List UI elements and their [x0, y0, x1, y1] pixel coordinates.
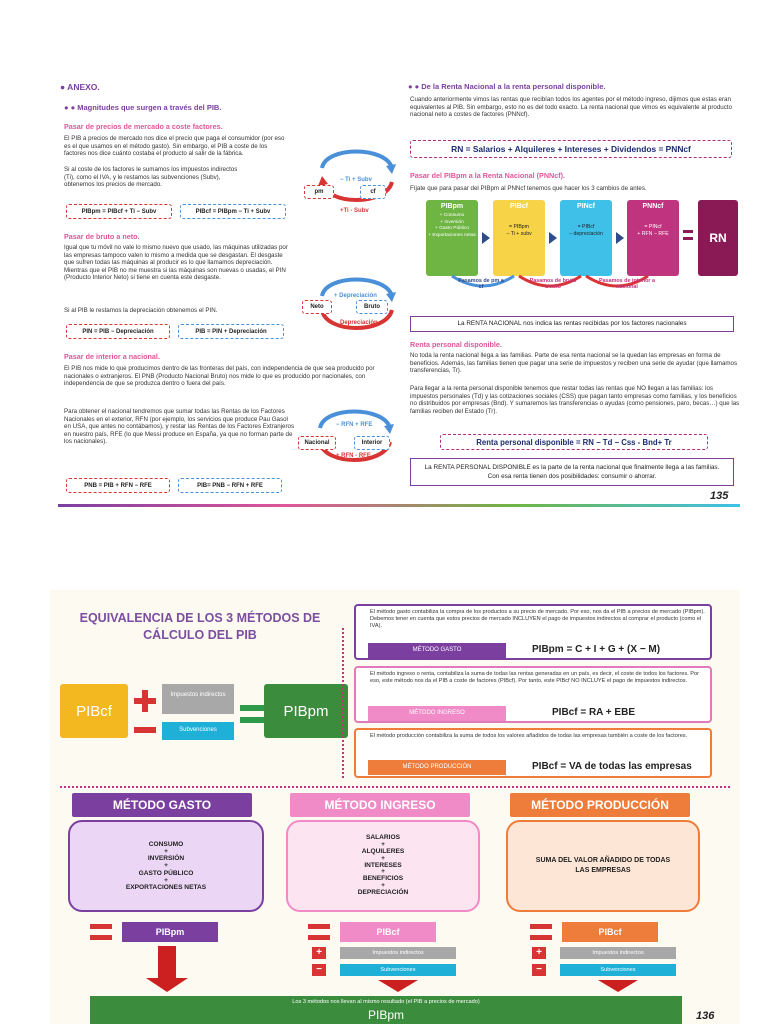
- method-ingreso-text: El método ingreso o renta, contabiliza la suma de todas las rentas generadas en un país, es decir, el coste de todos los factores. Por eso, este método nos da el PIB a coste de factores (PIBcf). Por tanto, este PIBcf NO INCLUYE el pago de impuestos indirectos.: [370, 671, 699, 684]
- page-number: 135: [710, 490, 729, 502]
- minus-icon: −: [532, 964, 546, 976]
- minus-icon: −: [312, 964, 326, 976]
- col-prod-body: [506, 820, 700, 912]
- equals-icon: [308, 924, 330, 940]
- flow-title: PIBpm: [440, 203, 464, 210]
- col-ingreso-text: SALARIOS + ALQUILERES + INTERESES + BENEFICIOS + DEPRECIACIÓN: [357, 834, 409, 896]
- rpd-p1: No toda la renta nacional llega a las familias. Parte de esa renta nacional se la quedan las empresas en forma de beneficios. Además, las familias tienen que pagar una serie de impuestos y reciben una serie de ayudar (que llamamos transferencias, Tr).: [410, 352, 738, 375]
- s1-formula-1: PIBpm = PIBcf + Ti − Subv: [66, 204, 172, 219]
- rpd-formula: Renta personal disponible = RN − Td − Css - Bnd+ Tr: [440, 434, 708, 450]
- flow-title: PIBcf: [510, 203, 528, 210]
- flow-box-rn: [698, 200, 738, 276]
- flow-box-pnncf: [627, 200, 679, 276]
- plus-icon: +: [532, 947, 546, 959]
- flow-box-pibpm: [426, 200, 478, 276]
- s1-arc-bot: +Ti - Subv: [340, 208, 369, 214]
- s3-right-box: Interior: [354, 436, 390, 450]
- s2-left-box: Neto: [302, 300, 332, 314]
- pibpm-label: PIBpm: [283, 702, 329, 720]
- ingreso-subvenciones: Subvenciones: [340, 964, 456, 976]
- page-136: [50, 590, 740, 1024]
- equals-icon: [90, 924, 112, 940]
- arrow-right-icon: [482, 232, 490, 244]
- col-ingreso-body: [286, 820, 480, 912]
- subvenciones-box: Subvenciones: [162, 722, 234, 740]
- method-prod-tag: MÉTODO PRODUCCIÓN: [368, 760, 506, 775]
- col-gasto-body: [68, 820, 264, 912]
- ingreso-impuestos: Impuestos indirectos: [340, 947, 456, 959]
- s1-left-box: pm: [304, 185, 334, 199]
- renta-sub1: Pasar del PIBpm a la Renta Nacional (PNNcf).: [410, 171, 565, 180]
- s3-formula-2: PIB= PNB − RFN + RFE: [178, 478, 282, 493]
- arrow-down-icon: [598, 980, 638, 992]
- s3-left-box: Nacional: [298, 436, 336, 450]
- s3-arc-bot: + RFN - RFE: [336, 453, 371, 459]
- method-gasto-formula: PIBpm = C + I + G + (X − M): [532, 644, 661, 655]
- renta-heading: ● ● De la Renta Nacional a la renta personal disponible.: [408, 82, 606, 91]
- flow-title: PINcf: [577, 203, 595, 210]
- page-footer-line: [58, 504, 740, 507]
- method-prod-text: El método producción contabiliza la suma de todos los valores añadidos de todas las empresas también a coste de los factores.: [370, 733, 688, 739]
- s1-right-box: cf: [360, 185, 386, 199]
- col-prod-text: SUMA DEL VALOR AÑADIDO DE TODAS LAS EMPRESAS: [535, 857, 671, 874]
- arrow-right-icon: [549, 232, 557, 244]
- method-ingreso-tag: MÉTODO INGRESO: [368, 706, 506, 721]
- s1-p1: El PIB a precios de mercado nos dice el precio que paga el consumidor (por eso es el que usamos en el método gasto). Sin embargo, el PIB a coste de los factores nos dice cuánto costaba el producto al salir de la fábrica.: [64, 135, 285, 158]
- col-ingreso-result: PIBcf: [340, 922, 436, 942]
- method-prod-card: [354, 728, 712, 778]
- equals-icon: [530, 924, 552, 940]
- rpd-note: La RENTA PERSONAL DISPONIBLE es la parte de la renta nacional que finalmente llega a las familias. Con esa renta tienen dos posibilidades: consumir o ahorrar.: [410, 458, 734, 486]
- s1-arc-top: − Ti + Subv: [340, 177, 372, 183]
- flow-annot-3: Pasamos de interior a nacional: [598, 278, 656, 290]
- s2-formula-1: PIN = PIB − Depreciación: [66, 324, 170, 339]
- arrow-down-icon: [158, 946, 176, 980]
- arrow-down-icon: [146, 978, 188, 992]
- flow-box-pincf: [560, 200, 612, 276]
- anexo-heading: ● ANEXO.: [60, 82, 100, 92]
- page-number: 136: [696, 1010, 715, 1022]
- method-ingreso-formula: PIBcf = RA + EBE: [552, 707, 635, 718]
- plus-icon: [134, 690, 156, 712]
- magnitudes-heading: ● ● Magnitudes que surgen a través del PIB.: [64, 103, 222, 112]
- flow-annot-1: Pasamos de pm a cf: [458, 278, 504, 290]
- arrow-down-icon: [378, 980, 418, 992]
- s3-formula-1: PNB = PIB + RFN − RFE: [66, 478, 170, 493]
- col-ingreso-head: MÉTODO INGRESO: [290, 793, 470, 817]
- p136-title: EQUIVALENCIA DE LOS 3 MÉTODOS DE CÁLCULO DEL PIB: [79, 611, 321, 642]
- s3-arc-top: − RFN + RFE: [336, 422, 373, 428]
- rpd-title: Renta personal disponible.: [410, 340, 502, 349]
- dotted-connector: [342, 628, 354, 778]
- col-gasto-text: CONSUMO + INVERSIÓN + GASTO PÚBLICO + EXPORTACIONES NETAS: [125, 840, 207, 891]
- method-gasto-text: El método gasto contabiliza la compra de los productos a su precio de mercado. Por eso, nos da el PIB a precios de mercado (PIBpm). Debemos tener en cuenta que estos precios de mercado INCLUYEN el pago de impuestos indirectos al comprar el producto (como el IVA).: [370, 609, 705, 629]
- flow-body: + Consumo + Inversión + Gasto Público + Exportaciones netas: [428, 213, 476, 238]
- s1-formula-2: PIBcf = PIBpm − Ti + Subv: [180, 204, 286, 219]
- s2-arc-bot: Depreciación: [340, 320, 378, 326]
- s1-p2: Si al coste de los factores le sumamos los impuestos indirectos (Ti), como el IVA, y le restamos las subvenciones (Subv), obtenemos los precios de mercado.: [64, 166, 238, 189]
- s2-p1: Igual que tu móvil no vale lo mismo nuevo que usado, las máquinas utilizadas por las empresas tampoco valen lo mismo a medida que se desgastan. El desgaste que sufren todas las máquinas al producir es lo que llamamos depreciación. Mientras que el PIB no me muestra si las máquinas son nuevas o usadas, el PIN (Producto Interior Neto) si tiene en cuenta este desgaste.: [64, 244, 288, 282]
- bottom-note: Los 3 métodos nos llevan al mismo resultado (el PIB a precios de mercado): [292, 999, 480, 1005]
- rpd-p2: Para llegar a la renta personal disponible tenemos que restar todas las rentas que NO llegan a las familias: los impuestos personales (Td) y las cotizaciones sociales (CSS) que pagan tanto empresas como familias, y los beneficios no distribuidos por empresas (Bnd). Y sumaremos las transferencias o ayudas (como pensiones, paro, becas…) que las familias reciben del Estado (Tr).: [410, 385, 740, 415]
- bottom-result-bar: [90, 996, 682, 1024]
- impuestos-box: Impuestos indirectos: [162, 684, 234, 714]
- equals-icon: [240, 705, 264, 723]
- flow-body: = PIBcf − depreciación: [569, 224, 603, 237]
- s3-title: Pasar de interior a nacional.: [64, 352, 160, 361]
- s2-title: Pasar de bruto a neto.: [64, 232, 140, 241]
- flow-annot-2: Pasamos de bruto a neto: [529, 278, 577, 290]
- rn-note: La RENTA NACIONAL nos indica las rentas recibidas por los factores nacionales: [410, 316, 734, 332]
- s2-arc-top: + Depreciación: [334, 293, 377, 299]
- method-gasto-tag: MÉTODO GASTO: [368, 643, 506, 658]
- pibcf-label: PIBcf: [76, 702, 112, 720]
- col-gasto-result: PIBpm: [122, 922, 218, 942]
- rn-formula: RN = Salarios + Alquileres + Intereses + Dividendos = PNNcf: [410, 140, 732, 158]
- cycle-arrows-icon: [302, 398, 406, 470]
- s2-right-box: Bruto: [356, 300, 388, 314]
- col-gasto-head: MÉTODO GASTO: [72, 793, 252, 817]
- minus-icon: [134, 727, 156, 733]
- flow-body: = PIBpm − Ti + subv: [506, 224, 532, 237]
- col-prod-result: PIBcf: [562, 922, 658, 942]
- method-prod-formula: PIBcf = VA de todas las empresas: [532, 761, 692, 772]
- equals-icon: [683, 230, 693, 240]
- flow-title: RN: [709, 231, 727, 245]
- s2-formula-2: PIB = PIN + Depreciación: [178, 324, 284, 339]
- s3-p2: Para obtener el nacional tendremos que sumar todas las Rentas de los Factores Nacionales en el exterior, RFN (por ejemplo, los servicios que produce Pau Gasol en USA, que antes no contábamos), y restar las Rentas de los Factores Extranjeros en nuestro país, RFE (lo que Messi produce en España, ya que no forman parte de los nacionales).: [64, 408, 295, 446]
- s3-p1: El PIB nos mide lo que producimos dentro de las fronteras del país, con independencia de que sea producido por nacionales o extranjeros. El PNB (Producto Nacional Bruto) nos mide lo que es producido por nacionales, con independencia de que se produzca dentro o fuera del país.: [64, 365, 375, 388]
- prod-subvenciones: Subvenciones: [560, 964, 676, 976]
- s1-title: Pasar de precios de mercado a coste factores.: [64, 122, 223, 131]
- flow-body: = PINcf + RFN − RFE: [637, 224, 669, 237]
- bottom-result: PIBpm: [367, 1008, 404, 1022]
- flow-box-pibcf: [493, 200, 545, 276]
- arrow-right-icon: [616, 232, 624, 244]
- flow-title: PNNcf: [642, 203, 664, 210]
- renta-p1: Cuando anteriormente vimos las rentas que recibían todos los agentes por el método ingreso, dijimos que estas eran equivalentes al PIB. Sin embargo, esto no es del todo exacto. La renta nacional que vimos es equivalente al producto nacional neto a costes de factores (PNNcf).: [410, 96, 732, 119]
- cycle-arrows-icon: [304, 138, 408, 210]
- method-gasto-card: [354, 604, 712, 660]
- renta-p2: Fíjate que para pasar del PIBpm al PNNcf tenemos que hacer los 3 cambios de antes.: [410, 185, 647, 192]
- pibcf-box: [60, 684, 128, 738]
- col-prod-head: MÉTODO PRODUCCIÓN: [510, 793, 690, 817]
- pibpm-box: [264, 684, 348, 738]
- method-ingreso-card: [354, 666, 712, 723]
- plus-icon: +: [312, 947, 326, 959]
- dotted-divider: [60, 786, 730, 788]
- prod-impuestos: Impuestos indirectos: [560, 947, 676, 959]
- page-135: [58, 78, 740, 515]
- s2-p2: Si al PIB le restamos la depreciación obtenemos el PIN.: [64, 307, 218, 314]
